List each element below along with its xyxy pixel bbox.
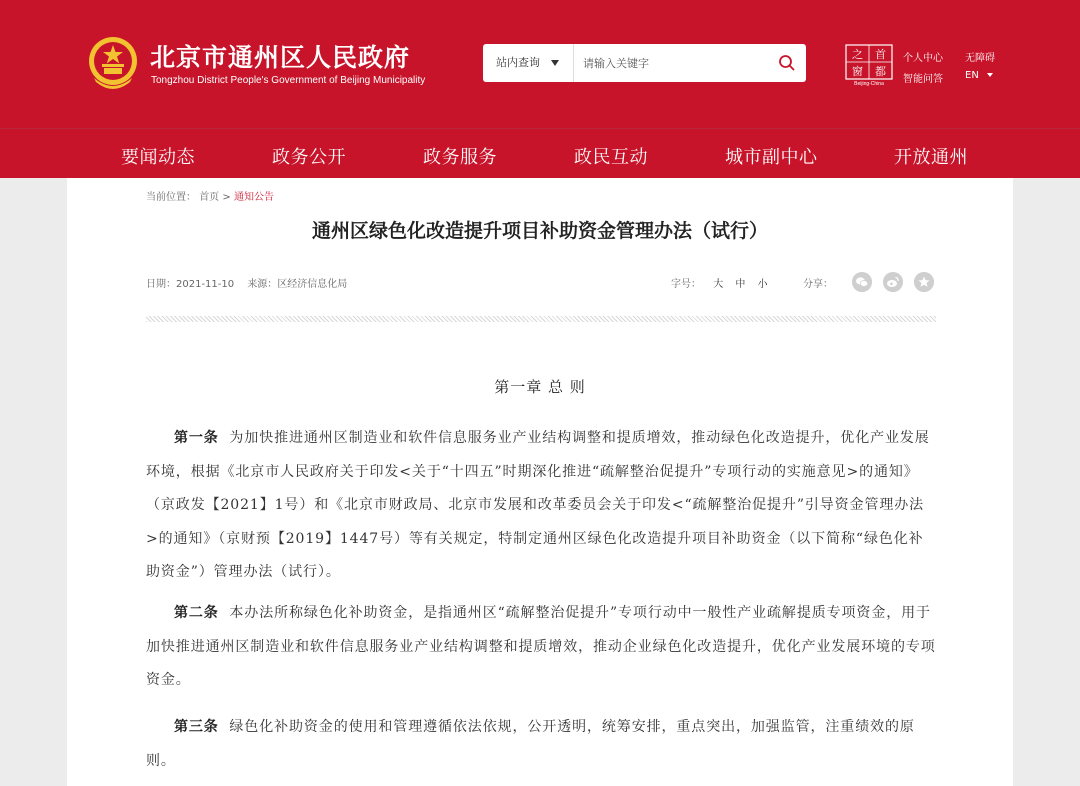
svg-text:之: 之	[852, 48, 863, 61]
nav-item-news[interactable]: 要闻动态	[121, 147, 195, 168]
search-scope-label: 站内查询	[496, 56, 540, 69]
nav-item-government-affairs[interactable]: 政务公开	[272, 147, 346, 168]
font-size-control	[671, 275, 768, 290]
capital-window-seal-icon	[845, 44, 893, 80]
chapter-heading: 第一章 总 则	[494, 378, 586, 396]
font-size-large-button[interactable]: 大	[713, 279, 724, 290]
breadcrumb-separator: >	[222, 192, 231, 203]
breadcrumb	[146, 188, 274, 203]
accessibility-link[interactable]: 无障碍	[965, 53, 995, 64]
wechat-icon[interactable]	[852, 272, 872, 292]
article-clause-label: 第二条	[174, 605, 219, 621]
article-clause-label: 第三条	[174, 719, 219, 735]
personal-center-link[interactable]: 个人中心	[903, 53, 943, 64]
language-label: EN	[965, 70, 979, 81]
svg-text:窗: 窗	[852, 65, 863, 78]
article-date: 2021-11-10	[176, 279, 235, 290]
title-divider	[146, 316, 936, 322]
breadcrumb-current[interactable]: 通知公告	[233, 192, 274, 203]
header-bar	[0, 0, 1080, 128]
search-scope-dropdown[interactable]	[483, 44, 574, 82]
search-input[interactable]	[583, 53, 763, 73]
svg-text:首: 首	[875, 48, 886, 61]
capital-window-logo[interactable]	[845, 44, 893, 88]
article-clause-text: 绿色化补助资金的使用和管理遵循依法依规，公开透明，统筹安排，重点突出，加强监管，注重绩效的原则。	[146, 719, 915, 769]
article-title: 通州区绿色化改造提升项目补助资金管理办法（试行）	[311, 220, 768, 242]
search-box	[483, 44, 806, 82]
search-icon[interactable]	[776, 52, 798, 74]
language-switch[interactable]	[965, 70, 993, 81]
smart-qa-link[interactable]: 智能问答	[903, 74, 943, 85]
article-paragraph	[146, 422, 936, 590]
breadcrumb-home[interactable]: 首页	[199, 192, 220, 203]
nav-item-government-services[interactable]: 政务服务	[423, 147, 497, 168]
article-paragraph	[146, 597, 936, 698]
favorite-icon[interactable]	[914, 272, 934, 292]
nav-item-sub-center[interactable]: 城市副中心	[725, 147, 818, 168]
article-clause-text: 为加快推进通州区制造业和软件信息服务业产业结构调整和提质增效，推动绿色化改造提升，优化产业发展环境，根据《北京市人民政府关于印发<关于“十四五”时期深化推进“疏解整治促提升”专项行动的实施意见>的通知》（京政发【2021】1号）和《北京市财政局、北京市发展和改革委员会关于印发<“疏解整治促提升”引导资金管理办法>的通知》（京财预【2019】1447号）等有关规定，特制定通州区绿色化改造提升项目补助资金（以下简称“绿色化补助资金”）管理办法（试行）。	[146, 430, 930, 581]
share-label: 分享：	[803, 279, 833, 290]
weibo-icon[interactable]	[883, 272, 903, 292]
font-size-small-button[interactable]: 小	[757, 279, 768, 290]
nav-item-open-tongzhou[interactable]: 开放通州	[894, 147, 968, 168]
article-source: 区经济信息化局	[277, 279, 348, 290]
article-meta	[146, 275, 347, 290]
date-label: 日期：	[146, 279, 176, 290]
source-label: 来源：	[247, 279, 278, 290]
article-clause-label: 第一条	[174, 430, 219, 446]
article-paragraph	[146, 711, 936, 778]
font-size-medium-button[interactable]: 中	[735, 279, 746, 290]
caret-down-icon	[987, 73, 993, 77]
national-emblem-icon[interactable]	[84, 34, 142, 92]
font-size-label: 字号：	[671, 279, 701, 290]
main-nav	[0, 128, 1080, 178]
nav-item-interaction[interactable]: 政民互动	[574, 147, 648, 168]
svg-text:都: 都	[875, 65, 886, 78]
article-clause-text: 本办法所称绿色化补助资金，是指通州区“疏解整治促提升”专项行动中一般性产业疏解提质专项资金，用于加快推进通州区制造业和软件信息服务业产业结构调整和提质增效，推动企业绿色化改造提升，优化产业发展环境的专项资金。	[146, 605, 936, 689]
breadcrumb-prefix: 当前位置：	[146, 192, 196, 203]
site-title[interactable]: 北京市通州区人民政府	[150, 43, 411, 72]
capital-logo-subtitle: Beijing-China	[854, 81, 884, 87]
caret-down-icon	[551, 60, 559, 66]
site-subtitle: Tongzhou District People's Government of Beijing Municipality	[151, 75, 426, 86]
